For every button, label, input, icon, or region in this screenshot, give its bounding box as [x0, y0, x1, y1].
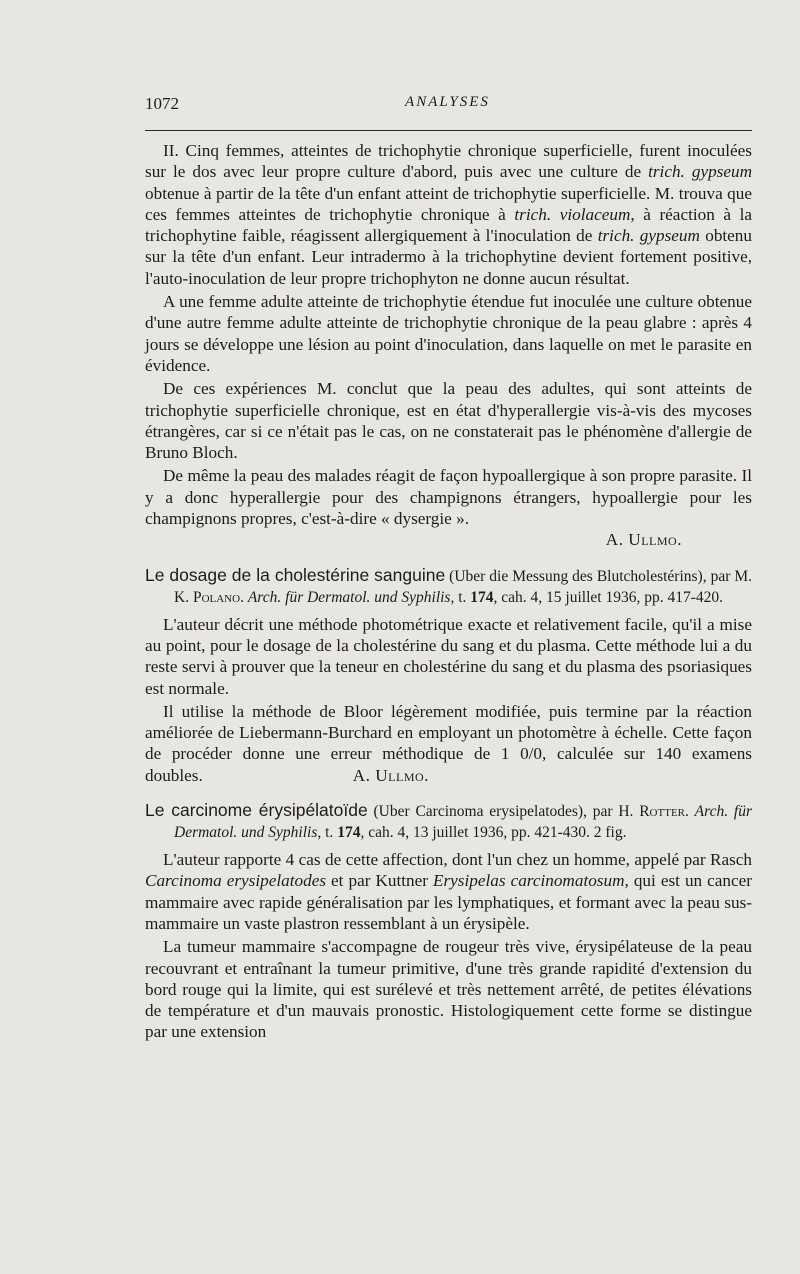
paragraph: De ces expériences M. conclut que la peau des adultes, qui sont atteints de trichophytie superficielle chronique, est en état d'hyperallergie vis-à-vis des mycoses étrangères, car si ce n'était pas le cas, on ne constaterait pas le phénomène d'allergie de Bruno Bloch.	[145, 379, 752, 463]
volume-number: 174	[337, 824, 361, 842]
abstract-cholesterine	[145, 565, 752, 786]
text-run: obtenue à partir de la tête d'un enfant atteint de trichophytie superficielle. M. trouva que ces femmes atteintes de trichophytie chronique à	[145, 183, 752, 224]
running-head: ANALYSES	[405, 94, 490, 110]
paragraph: A une femme adulte atteinte de trichophytie étendue fut inoculée une culture obtenue d'une autre femme adulte atteinte de trichophytie chronique de la peau glabre : après 4 jours se développe une lésion au point d'inoculation, dans laquelle on met le parasite en évidence.	[145, 292, 752, 375]
paragraph	[145, 701, 752, 786]
journal-name: Arch. für Dermatol. und Syphilis	[174, 803, 752, 842]
citation-text: , t.	[450, 588, 471, 606]
species-name: trich. gypseum	[648, 162, 752, 182]
text-run: Il utilise la méthode de Bloor légèrement modifiée, puis termine par la réaction améliorée de Liebermann-Burchard en employant un photomètre à échelle. Cette façon de procéder donne une erreur méthodique de 1 0/0, calculée sur 140 examens doubles.	[145, 701, 752, 785]
paragraph: L'auteur décrit une méthode photométrique exacte et relativement facile, qu'il a mise au point, pour le dosage de la cholestérine du sang et du plasma. Cette méthode lui a du reste servi à prouver que la teneur en cholestérine du sang et du plasma des psoriasiques est normale.	[145, 614, 752, 698]
paragraph: La tumeur mammaire s'accompagne de rougeur très vive, érysipélateuse de la peau recouvrant et entraînant la tumeur primitive, d'une très grande rapidité d'extension du bord rouge qui la limite, qui est surélevé et très nettement arrêté, de petites élévations de température et d'un mauvais pronostic. Histologiquement cette forme se distingue par une extension	[145, 937, 752, 1042]
text-run: , qui est un cancer mammaire avec rapide généralisation par les lymphatiques, et formant avec la peau sus-mammaire un vaste plastron ressemblant à un érysipèle.	[145, 871, 752, 933]
signature: A. Ullmo.	[352, 765, 429, 785]
paragraph: De même la peau des malades réagit de façon hypoallergique à son propre parasite. Il y a donc hyperallergie pour des champignons étrangers, hypoallergie pour les champignons propres, c'est-à-dire « dysergie ».	[145, 466, 752, 529]
abstract-carcinome	[145, 800, 752, 1043]
section-heading	[145, 800, 752, 843]
author-name: Polano	[192, 588, 241, 606]
page-number: 1072	[145, 94, 179, 113]
header-rule	[145, 130, 752, 131]
citation-text: , cah. 4, 13 juillet 1936, pp. 421-430. 2 fig.	[360, 824, 627, 842]
disease-name: Carcinoma erysipelatodes	[145, 871, 327, 891]
disease-name: Erysipelas carcinomatosum	[432, 871, 625, 891]
text-run: , à réaction à la trichophytine faible, réagissent allergiquement à l'inoculation de	[145, 204, 753, 246]
text-run: L'auteur rapporte 4 cas de cette affection, dont l'un chez un homme, appelé par Rasch	[163, 850, 752, 870]
section-title: Le carcinome érysipélatoïde	[145, 800, 368, 821]
citation-text: (Uber die Messung des Blutcholestérins), par M. K.	[174, 567, 752, 606]
author-name: Rotter	[639, 803, 685, 821]
text-run: et par Kuttner	[326, 871, 433, 891]
page-body	[145, 140, 752, 1043]
page-header	[145, 94, 750, 118]
journal-name: Arch. für Dermatol. und Syphilis	[247, 588, 451, 606]
text-run: obtenu sur la tête d'un enfant. Leur intradermo à la trichophytine devient fortement positive, l'auto-inoculation de leur propre trichophyton ne donne aucun résultat.	[145, 226, 752, 288]
signature: A. Ullmo.	[605, 530, 682, 550]
citation-text: , cah. 4, 15 juillet 1936, pp. 417-420.	[493, 588, 723, 606]
species-name: trich. violaceum	[514, 204, 631, 224]
citation-text: .	[685, 803, 695, 821]
text-run: II. Cinq femmes, atteintes de trichophytie chronique superficielle, furent inoculées sur le dos avec leur propre culture d'abord, puis avec une culture de	[145, 141, 752, 182]
section-heading	[145, 565, 752, 608]
section-title: Le dosage de la cholestérine sanguine	[145, 564, 446, 585]
citation-text: (Uber Carcinoma erysipelatodes), par H.	[367, 803, 640, 821]
citation-text: .	[240, 588, 248, 606]
paragraph	[145, 140, 752, 289]
citation-text: , t.	[317, 824, 338, 842]
paragraph	[145, 849, 752, 934]
volume-number: 174	[470, 588, 494, 606]
species-name: trich. gypseum	[597, 226, 700, 246]
